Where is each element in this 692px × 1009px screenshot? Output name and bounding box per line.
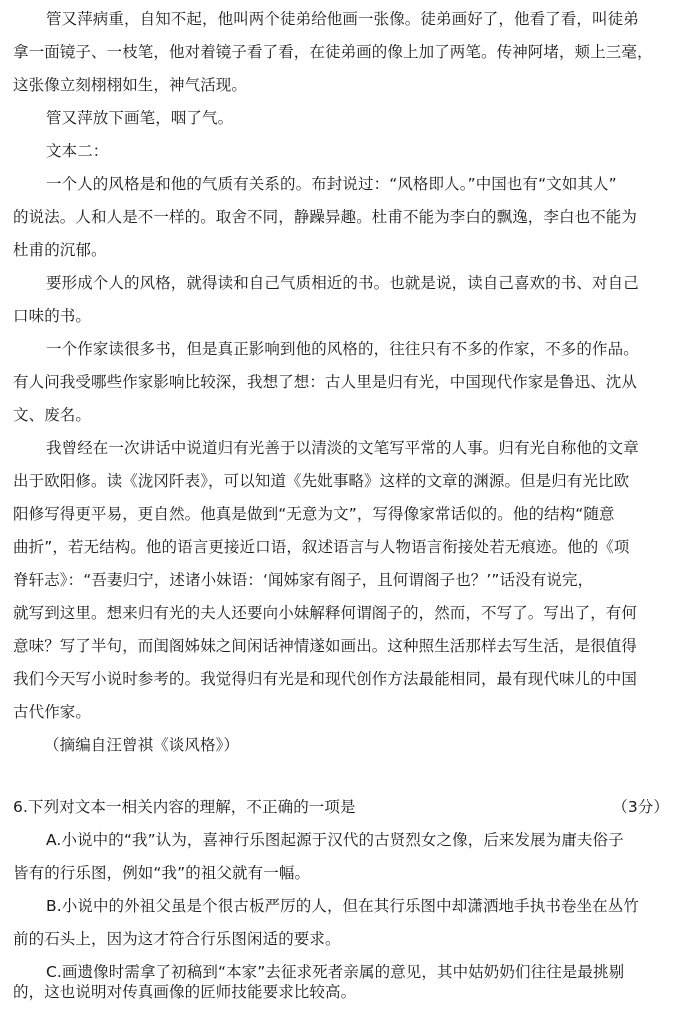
text-line: 管又萍放下画笔，咽了气。 xyxy=(46,109,234,127)
text-line: 就写到这里。想来归有光的夫人还要向小妹解释何谓阁子的，然而，不写了。写出了，有何 xyxy=(13,604,638,622)
option-b-line: 前的石头上，因为这才符合行乐图闲适的要求。 xyxy=(13,930,341,948)
source-attribution: （摘编自汪曾祺《谈风格》） xyxy=(44,736,240,754)
text-line: 出于欧阳修。读《泷冈阡表》，可以知道《先妣事略》这样的文章的渊源。但是归有光比欧 xyxy=(13,472,630,490)
text-line: 这张像立刻栩栩如生，神气活现。 xyxy=(13,76,248,94)
text-line: 我们今天写小说时参考的。我觉得归有光是和现代创作方法最能相同，最有现代味儿的中国 xyxy=(13,670,638,688)
option-c-line: C.画遗像时需拿了初稿到“本家”去征求死者亲属的意见，其中姑奶奶们往往是最挑剔 xyxy=(46,963,625,981)
text-line: 杜甫的沉郁。 xyxy=(13,241,107,259)
text-line: 意味？写了半句，而闺阁姊妹之间闲话神情遂如画出。这种照生活那样去写生活，是很值得 xyxy=(13,637,638,655)
text-line: 古代作家。 xyxy=(13,703,92,721)
option-c-line: 的，这也说明对传真画像的匠师技能要求比较高。 xyxy=(13,983,357,1001)
question-stem-text: 6.下列对文本一相关内容的理解，不正确的一项是 xyxy=(13,798,356,816)
text-line: 有人问我受哪些作家影响比较深，我想了想：古人里是归有光，中国现代作家是鲁迅、沈从 xyxy=(13,373,638,391)
option-a-line: 皆有的行乐图，例如“我”的祖父就有一幅。 xyxy=(13,864,311,882)
text-line: 管又萍病重，自知不起，他叫两个徒弟给他画一张像。徒弟画好了，他看了看，叫徒弟 xyxy=(46,10,639,28)
text-line: 拿一面镜子、一枝笔，他对着镜子看了看，在徒弟画的像上加了两笔。传神阿堵，颊上三毫， xyxy=(13,43,653,61)
question-score: （3分） xyxy=(612,798,669,816)
section-heading: 文本二： xyxy=(46,142,109,160)
text-line: 的说法。人和人是不一样的。取舍不同，静躁异趣。杜甫不能为李白的飘逸，李白也不能为 xyxy=(13,208,638,226)
text-line: 我曾经在一次讲话中说道归有光善于以清淡的文笔写平常的人事。归有光自称他的文章 xyxy=(46,439,639,457)
text-line: 文、废名。 xyxy=(13,406,92,424)
text-line: 一个作家读很多书，但是真正影响到他的风格的，往往只有不多的作家，不多的作品。 xyxy=(46,340,639,358)
question-stem xyxy=(13,790,683,824)
text-line: 曲折”，若无结构。他的语言更接近口语，叙述语言与人物语言衔接处若无痕迹。他的《项 xyxy=(13,538,630,556)
option-a-line: A.小说中的“我”认为，喜神行乐图起源于汉代的古贤烈女之像，后来发展为庸夫俗子 xyxy=(46,831,624,849)
text-line: 脊轩志》：“吾妻归宁，述诸小妹语：‘闻姊家有阁子，且何谓阁子也？’”话没有说完， xyxy=(13,571,594,589)
text-line: 阳修写得更平易，更自然。他真是做到“无意为文”，写得像家常话似的。他的结构“随意 xyxy=(13,505,615,523)
text-line: 要形成个人的风格，就得读和自己气质相近的书。也就是说，读自己喜欢的书、对自己 xyxy=(46,274,639,292)
option-b-line: B.小说中的外祖父虽是个很古板严厉的人，但在其行乐图中却潇洒地手执书卷坐在丛竹 xyxy=(46,897,639,915)
text-line: 一个人的风格是和他的气质有关系的。布封说过：“风格即人。”中国也有“文如其人” xyxy=(46,175,617,193)
text-line: 口味的书。 xyxy=(13,307,92,325)
